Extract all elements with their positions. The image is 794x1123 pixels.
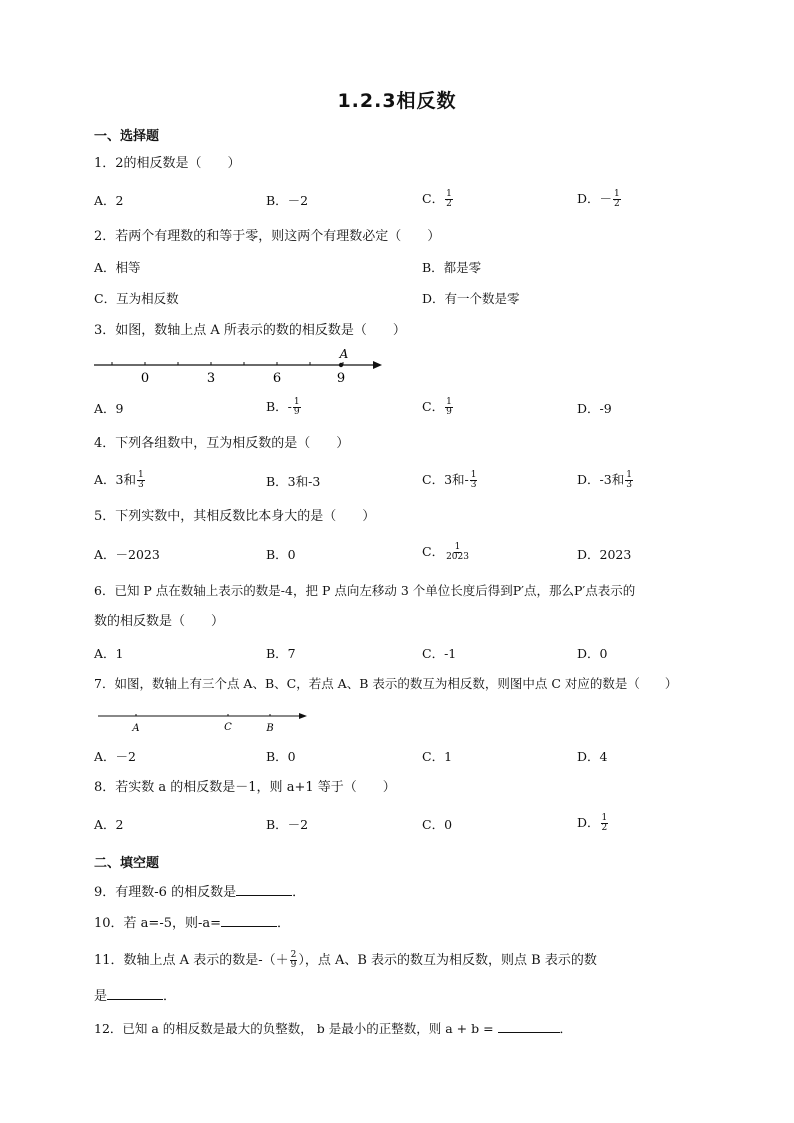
- fraction-numerator: 1: [470, 470, 477, 480]
- q4-option-c: [422, 471, 478, 490]
- question-11-line2-text: 是: [94, 989, 108, 1004]
- question-11-text2: ），点 A、B 表示的数互为相反数，则点 B 表示的数: [298, 953, 597, 968]
- question-10-end: ．: [277, 916, 291, 931]
- q1-option-d-prefix: D．－: [577, 191, 613, 206]
- q4-option-b: B．3和-3: [266, 474, 321, 489]
- question-8-stem: 8．若实数 a 的相反数是－1，则 a+1 等于（ ）: [94, 780, 396, 795]
- q7-option-c: C．1: [422, 749, 453, 764]
- q7-option-d: D．4: [577, 749, 608, 764]
- q3-option-b-fraction: [293, 398, 301, 417]
- q4-option-a-fraction: [137, 471, 145, 490]
- answer-blank[interactable]: [221, 914, 277, 927]
- answer-blank[interactable]: [236, 883, 292, 896]
- fraction-numerator: 1: [137, 470, 144, 480]
- fraction-numerator: 1: [614, 189, 620, 199]
- q2-option-c: C．互为相反数: [94, 291, 179, 306]
- q6-option-b: B．7: [266, 646, 296, 661]
- q3-option-c-prefix: C．: [422, 399, 445, 414]
- q1-option-d-fraction: [613, 190, 621, 209]
- q8-option-b: B．－2: [266, 817, 309, 832]
- q11-fraction: [290, 951, 298, 970]
- fraction-denominator: 9: [446, 407, 452, 417]
- q5-option-c-prefix: C．: [422, 544, 445, 559]
- fraction-denominator: 2: [614, 199, 620, 209]
- question-4-stem: 4．下列各组数中，互为相反数的是（ ）: [94, 436, 350, 451]
- q7-point-label-a: A: [132, 723, 140, 734]
- q3-option-b: [266, 398, 302, 417]
- q6-option-a: A．1: [94, 646, 124, 661]
- question-9-text: 9．有理数-6 的相反数是: [94, 885, 237, 900]
- answer-blank[interactable]: [107, 987, 163, 1000]
- question-10-text: 10．若 a=-5，则-a=: [94, 916, 222, 931]
- question-3-stem: 3．如图，数轴上点 A 所表示的数的相反数是（ ）: [94, 323, 406, 338]
- q3-option-a: A．9: [94, 401, 124, 416]
- q8-option-d: [577, 814, 609, 833]
- q1-option-c-prefix: C．: [422, 191, 445, 206]
- q3-option-c: [422, 398, 454, 417]
- q3-tick-label: 9: [336, 371, 346, 386]
- page-title: 1.2.3相反数: [337, 90, 457, 112]
- q5-option-c-fraction: [445, 543, 470, 562]
- question-11-end: ．: [163, 989, 177, 1004]
- question-12-end: ．: [559, 1021, 573, 1036]
- fraction-denominator: 9: [290, 960, 297, 970]
- q4-option-a-prefix: A．3和: [94, 472, 136, 487]
- question-11-text1: 11．数轴上点 A 表示的数是-（＋: [94, 953, 289, 968]
- q7-point-label-c: C: [224, 722, 232, 733]
- fraction-numerator: 1: [626, 470, 632, 480]
- q5-option-d: D．2023: [577, 547, 632, 562]
- q1-option-d: [577, 190, 622, 209]
- q1-option-c: [422, 190, 454, 209]
- question-5-stem: 5．下列实数中，其相反数比本身大的是（ ）: [94, 509, 376, 524]
- fraction-denominator: 3: [470, 480, 477, 490]
- fraction-denominator: 2: [601, 823, 608, 833]
- question-9: [94, 883, 305, 902]
- q7-option-b: B．0: [266, 749, 296, 764]
- question-10: [94, 914, 290, 933]
- q7-point-label-b: B: [266, 723, 274, 734]
- fraction-denominator: 2023: [446, 552, 469, 562]
- q7-option-a: A．－2: [94, 749, 136, 764]
- q8-option-c: C．0: [422, 817, 453, 832]
- fraction-numerator: 1: [454, 542, 461, 552]
- fraction-numerator: 1: [293, 397, 300, 407]
- q2-option-d: D．有一个数是零: [422, 291, 520, 306]
- question-11-line1: [94, 951, 597, 970]
- question-6-stem-line1: 6．已知 P 点在数轴上表示的数是-4，把 P 点向左移动 3 个单位长度后得到P′点，那么P′点表示的: [94, 583, 636, 598]
- question-12: [94, 1020, 572, 1038]
- q3-point-label: A: [339, 347, 349, 361]
- fraction-denominator: 3: [626, 480, 632, 490]
- fraction-denominator: 3: [137, 480, 144, 490]
- q8-option-a: A．2: [94, 817, 124, 832]
- q1-option-c-fraction: [445, 190, 453, 209]
- q4-option-d: [577, 471, 634, 490]
- q5-option-c: [422, 543, 471, 562]
- fraction-numerator: 1: [446, 189, 452, 199]
- q1-option-b: B．－2: [266, 193, 309, 208]
- fraction-numerator: 2: [290, 950, 297, 960]
- q5-option-b: B．0: [266, 547, 296, 562]
- q6-option-d: D．0: [577, 646, 608, 661]
- question-7-stem: 7．如图，数轴上有三个点 A、B、C，若点 A、B 表示的数互为相反数，则图中点 C 对应的数是（ ）: [94, 676, 678, 691]
- q4-option-d-prefix: D．-3和: [577, 472, 625, 487]
- q4-option-d-fraction: [625, 471, 633, 490]
- fraction-numerator: 1: [446, 397, 452, 407]
- answer-blank[interactable]: [498, 1020, 560, 1033]
- q4-option-a: [94, 471, 146, 490]
- q5-option-a: A．－2023: [94, 547, 160, 562]
- fraction-denominator: 2: [446, 199, 452, 209]
- question-12-text: 12．已知 a 的相反数是最大的负整数， b 是最小的正整数，则 a + b =: [94, 1021, 498, 1036]
- section-heading-fill: 二、填空题: [94, 856, 160, 871]
- q4-option-c-fraction: [470, 471, 478, 490]
- q4-option-c-prefix: C．3和-: [422, 472, 469, 487]
- q2-option-a: A．相等: [94, 260, 141, 275]
- q3-tick-label: 0: [140, 371, 150, 386]
- q8-option-d-fraction: [601, 814, 609, 833]
- q8-option-d-prefix: D．: [577, 815, 600, 830]
- q7-number-line: [98, 708, 318, 736]
- fraction-denominator: 9: [293, 407, 300, 417]
- question-11-line2: [94, 987, 176, 1006]
- q3-option-b-prefix: B．-: [266, 399, 292, 414]
- q3-option-d: D．-9: [577, 401, 612, 416]
- fraction-numerator: 1: [601, 813, 608, 823]
- q3-number-line: [94, 344, 394, 390]
- q6-option-c: C．-1: [422, 646, 457, 661]
- question-1-stem: 1．2的相反数是（ ）: [94, 156, 241, 171]
- q1-option-a: A．2: [94, 193, 124, 208]
- q3-tick-label: 6: [272, 371, 282, 386]
- question-6-stem-line2: 数的相反数是（ ）: [94, 614, 225, 629]
- section-heading-choice: 一、选择题: [94, 129, 160, 144]
- q3-option-c-fraction: [445, 398, 453, 417]
- q2-option-b: B．都是零: [422, 260, 482, 275]
- question-2-stem: 2．若两个有理数的和等于零，则这两个有理数必定（ ）: [94, 229, 441, 244]
- q3-tick-label: 3: [206, 371, 216, 386]
- question-9-end: ．: [292, 885, 306, 900]
